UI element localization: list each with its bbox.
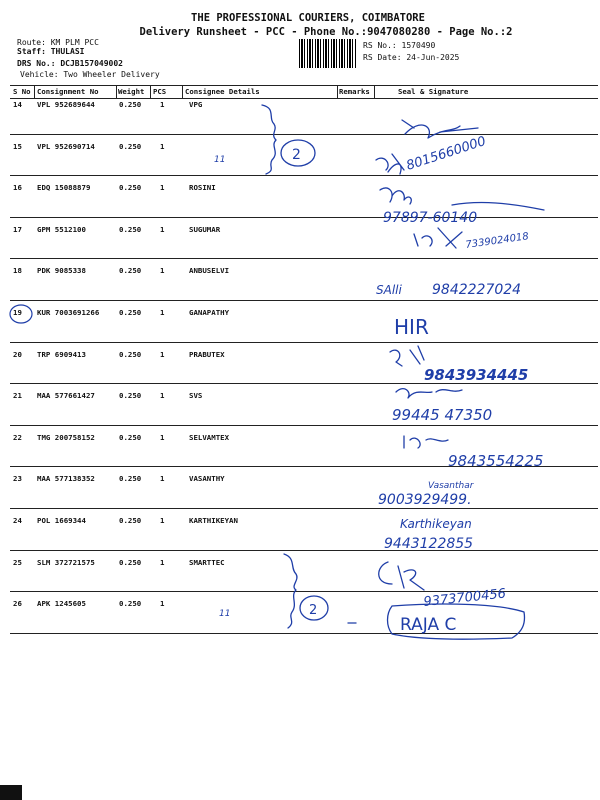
cell-consignment: APK 1245605 <box>37 599 86 609</box>
cell-consignee: ROSINI <box>189 183 216 193</box>
cell-consignee: PRABUTEX <box>189 349 225 359</box>
ink-phone-r15: 8015660000 <box>404 133 488 174</box>
cell-weight: 0.250 <box>119 516 142 525</box>
ink-count-r26: 2 <box>309 603 318 618</box>
cell-consignee: SELVAMTEX <box>189 432 230 442</box>
col-header-pcs: PCS <box>153 87 167 96</box>
cell-weight: 0.250 <box>119 224 142 234</box>
ink-count-r15: 2 <box>292 147 301 163</box>
cell-consignee: SVS <box>189 391 203 401</box>
ink-sig-r18: SAlli <box>376 283 402 297</box>
ink-phone-r22: 9843554225 <box>448 452 544 470</box>
ink-phone-r18: 9842227024 <box>432 282 522 298</box>
signature-r17 <box>414 228 462 248</box>
cell-sno: 22 <box>13 432 22 442</box>
cell-sno: 18 <box>13 266 22 276</box>
cell-sno: 25 <box>13 557 22 567</box>
cell-sno: 15 <box>13 141 22 151</box>
cell-consignee: VASANTHY <box>189 474 225 484</box>
ink-phone-r16: 97897-60140 <box>383 210 478 226</box>
cell-sno: 14 <box>13 100 22 109</box>
staff-label: Staff: <box>17 47 46 56</box>
cell-consignment: VPL 952690714 <box>37 141 95 151</box>
ink-ditto-r15: 11 <box>214 155 226 165</box>
col-header-sno: S No <box>13 87 31 96</box>
cell-sno: 23 <box>13 474 22 484</box>
cell-weight: 0.250 <box>119 432 142 442</box>
ink-phone-r17: 7339024018 <box>464 231 530 251</box>
runsheet-subtitle: Delivery Runsheet - PCC - Phone No.:9047080280 - Page No.:2 <box>139 26 513 38</box>
cell-pcs: 1 <box>160 100 165 109</box>
col-header-consignment: Consignment No <box>37 87 99 96</box>
col-header-signature: Seal & Signature <box>398 87 469 96</box>
cell-consignee: SUGUMAR <box>189 224 221 234</box>
cell-pcs: 1 <box>160 141 165 151</box>
cell-weight: 0.250 <box>119 391 142 401</box>
company-title: THE PROFESSIONAL COURIERS, COIMBATORE <box>191 12 425 24</box>
cell-weight: 0.250 <box>119 557 142 567</box>
vehicle-value: Two Wheeler Delivery <box>63 70 160 79</box>
cell-weight: 0.250 <box>119 308 142 317</box>
cell-consignment: GPM 5512100 <box>37 224 86 234</box>
signature-r25 <box>379 562 424 590</box>
cell-consignee: SMARTTEC <box>189 557 225 567</box>
cell-pcs: 1 <box>160 308 165 317</box>
rs-date-value: 24-Jun-2025 <box>406 53 460 62</box>
cell-pcs: 1 <box>160 266 165 276</box>
cell-weight: 0.250 <box>119 100 142 109</box>
vehicle-label: Vehicle: <box>20 70 59 79</box>
cell-sno: 21 <box>13 391 22 401</box>
ink-name-r23: Vasanthar <box>428 481 474 491</box>
cell-weight: 0.250 <box>119 349 142 359</box>
cell-pcs: 1 <box>160 391 165 401</box>
ink-phone-r26: 9373700456 <box>422 586 507 610</box>
cell-consignment: MAA 577138352 <box>37 474 95 484</box>
cell-pcs: 1 <box>160 224 165 234</box>
cell-weight: 0.250 <box>119 599 142 609</box>
ink-ditto-r26: 11 <box>219 609 231 619</box>
cell-consignee: KARTHIKEYAN <box>189 516 238 525</box>
cell-consignment: SLM 372721575 <box>37 557 95 567</box>
ink-name-r24: Karthikeyan <box>400 517 472 531</box>
ink-sig-r19: HIR <box>394 315 429 339</box>
cell-weight: 0.250 <box>119 474 142 484</box>
rs-no-value: 1570490 <box>401 41 436 50</box>
scan-edge <box>0 785 22 800</box>
signature-r16 <box>380 188 411 204</box>
cell-pcs: 1 <box>160 516 165 525</box>
col-header-weight: Weight <box>118 87 145 96</box>
ink-name-r26: RAJA C <box>400 615 457 635</box>
col-header-remarks: Remarks <box>339 87 370 96</box>
col-header-consignee: Consignee Details <box>185 87 260 96</box>
cell-pcs: 1 <box>160 599 165 609</box>
signature-r14 <box>402 120 478 138</box>
brace-mark <box>284 554 297 628</box>
route-label: Route: <box>17 38 46 47</box>
cell-sno: 16 <box>13 183 22 193</box>
cell-consignee: VPG <box>189 100 203 109</box>
drs-label: DRS No.: <box>17 59 56 68</box>
long-line-r16 <box>452 203 544 210</box>
ink-phone-r23: 9003929499. <box>378 492 472 508</box>
staff-value: THULASI <box>50 47 85 56</box>
cell-consignment: TRP 6909413 <box>37 349 86 359</box>
cell-consignment: PDK 9085338 <box>37 266 86 276</box>
cell-pcs: 1 <box>160 474 165 484</box>
cell-pcs: 1 <box>160 557 165 567</box>
cell-sno: 24 <box>13 516 22 525</box>
rs-date-label: RS Date: <box>363 53 402 62</box>
cell-consignment: POL 1669344 <box>37 516 86 525</box>
ink-phone-r20: 9843934445 <box>424 366 529 384</box>
cell-consignee: GANAPATHY <box>189 308 230 317</box>
cell-weight: 0.250 <box>119 183 142 193</box>
signature-r22 <box>404 436 448 448</box>
cell-pcs: 1 <box>160 432 165 442</box>
signature-r20 <box>390 346 424 366</box>
rs-no-label: RS No.: <box>363 41 397 50</box>
cell-consignment: MAA 577661427 <box>37 391 95 401</box>
cell-sno: 26 <box>13 599 22 609</box>
cell-sno: 20 <box>13 349 22 359</box>
cell-consignment: KUR 7003691266 <box>37 308 100 317</box>
serial-circle <box>10 305 32 323</box>
signature-r15 <box>376 154 404 174</box>
cell-pcs: 1 <box>160 349 165 359</box>
brace-mark <box>262 105 276 174</box>
cell-weight: 0.250 <box>119 266 142 276</box>
cell-consignee: ANBUSELVI <box>189 266 230 276</box>
route-value: KM PLM PCC <box>50 38 99 47</box>
cell-pcs: 1 <box>160 183 165 193</box>
cell-consignment: TMG 200758152 <box>37 432 95 442</box>
cell-weight: 0.250 <box>119 141 142 151</box>
cell-consignment: VPL 952689644 <box>37 100 95 109</box>
cell-consignment: EDQ 15088879 <box>37 183 91 193</box>
drs-value: DCJB157049002 <box>60 59 123 68</box>
signature-r21 <box>396 389 462 398</box>
ink-phone-r24: 9443122855 <box>384 536 474 552</box>
cell-sno: 19 <box>13 308 22 317</box>
ink-phone-r21: 99445 47350 <box>392 406 493 424</box>
cell-sno: 17 <box>13 224 22 234</box>
